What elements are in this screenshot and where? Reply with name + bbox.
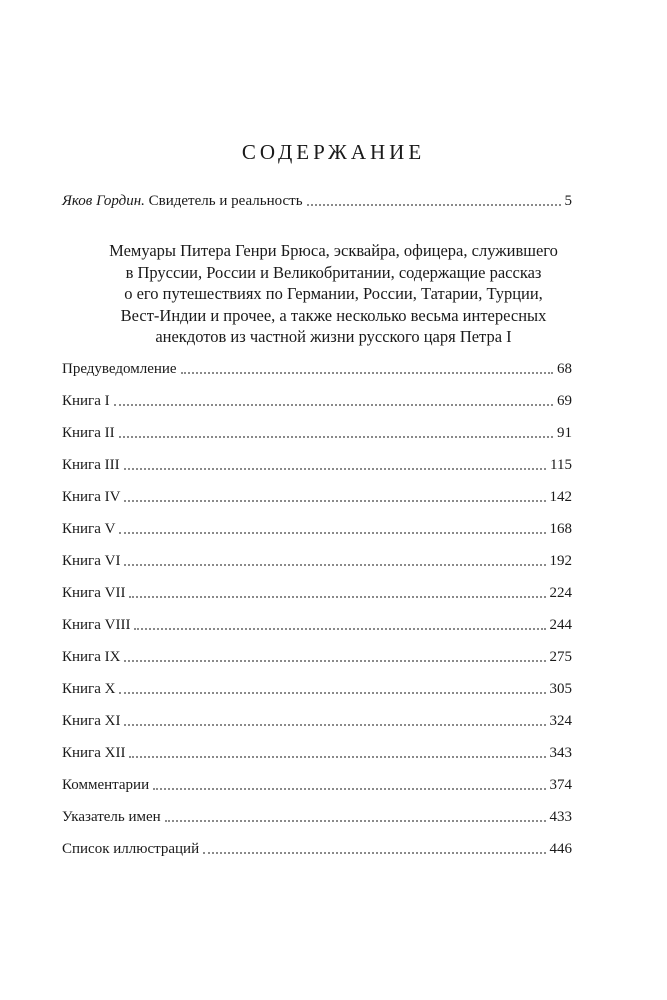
toc-entry[interactable] xyxy=(62,484,572,506)
toc-entry-label: Список иллюстраций xyxy=(62,841,200,857)
toc-entry-page: 69 xyxy=(557,393,572,409)
dot-leader xyxy=(203,852,545,854)
toc-entry-label: Книга VIII xyxy=(62,617,131,633)
toc-entry-page: 343 xyxy=(549,745,572,761)
toc-entry-label: Книга II xyxy=(62,425,115,441)
toc-entry-label xyxy=(62,192,303,210)
toc-entry[interactable] xyxy=(62,644,572,666)
toc-entry[interactable] xyxy=(62,740,572,762)
toc-entry[interactable] xyxy=(62,356,572,378)
toc-entry-label: Книга I xyxy=(62,393,110,409)
memoir-title-line: в Пруссии, России и Великобритании, содержащие рассказ xyxy=(125,262,542,282)
memoir-title-line: анекдотов из частной жизни русского царя Петра I xyxy=(155,327,512,346)
dot-leader xyxy=(119,532,545,534)
toc-entry-intro[interactable] xyxy=(62,188,572,210)
toc-entry-page: 91 xyxy=(557,425,572,441)
toc-entry-page: 5 xyxy=(564,193,572,209)
toc-entry-page: 142 xyxy=(549,489,572,505)
dot-leader xyxy=(124,660,545,662)
toc-entry[interactable] xyxy=(62,548,572,570)
dot-leader xyxy=(124,564,545,566)
toc-entry-label: Книга XII xyxy=(62,745,126,761)
toc-entry[interactable] xyxy=(62,708,572,730)
dot-leader xyxy=(129,596,545,598)
dot-leader xyxy=(129,756,545,758)
dot-leader xyxy=(134,628,545,630)
toc-entry-label: Книга V xyxy=(62,521,116,537)
toc-entry-label: Книга XI xyxy=(62,713,121,729)
toc-entry-page: 305 xyxy=(549,681,572,697)
toc-entry-page: 244 xyxy=(549,617,572,633)
toc-entry-page: 224 xyxy=(549,585,572,601)
toc-entry[interactable] xyxy=(62,804,572,826)
toc-entry[interactable] xyxy=(62,772,572,794)
dot-leader xyxy=(124,500,545,502)
toc-entry[interactable] xyxy=(62,836,572,858)
memoir-title xyxy=(40,240,627,348)
memoir-title-line: Вест-Индии и прочее, а также несколько весьма интересных xyxy=(120,305,547,325)
toc-entry-page: 374 xyxy=(549,777,572,793)
toc-entry[interactable] xyxy=(62,612,572,634)
toc-entry-label: Книга IX xyxy=(62,649,121,665)
toc-entry-label: Книга VII xyxy=(62,585,126,601)
dot-leader xyxy=(124,468,546,470)
memoir-title-line: о его путешествиях по Германии, России, Татарии, Турции, xyxy=(124,284,543,303)
toc-entry[interactable] xyxy=(62,516,572,538)
toc-entry[interactable] xyxy=(62,580,572,602)
toc-entry-label: Книга III xyxy=(62,457,120,473)
toc-entry[interactable] xyxy=(62,388,572,410)
toc-entry-label: Книга X xyxy=(62,681,116,697)
toc-entry-label: Книга IV xyxy=(62,489,121,505)
dot-leader xyxy=(181,372,553,374)
toc-entry-label: Предуведомление xyxy=(62,361,177,377)
dot-leader xyxy=(307,204,561,206)
intro-title: Свидетель и реальность xyxy=(144,193,303,209)
toc-entry[interactable] xyxy=(62,420,572,442)
toc-entry-page: 275 xyxy=(549,649,572,665)
page-title: СОДЕРЖАНИЕ xyxy=(241,140,426,164)
toc-entry-page: 433 xyxy=(549,809,572,825)
dot-leader xyxy=(153,788,545,790)
intro-author: Яков Гордин. xyxy=(62,193,145,209)
memoir-title-line: Мемуары Питера Генри Брюса, эсквайра, офицера, служившего xyxy=(109,241,558,260)
toc-entry-label: Комментарии xyxy=(62,777,150,793)
toc-entry[interactable] xyxy=(62,452,572,474)
dot-leader xyxy=(119,692,545,694)
dot-leader xyxy=(119,436,553,438)
toc-entry-page: 115 xyxy=(550,457,572,473)
dot-leader xyxy=(124,724,545,726)
toc-entry[interactable] xyxy=(62,676,572,698)
dot-leader xyxy=(165,820,546,822)
toc-entry-label: Указатель имен xyxy=(62,809,161,825)
toc-entry-page: 192 xyxy=(549,553,572,569)
dot-leader xyxy=(114,404,553,406)
toc-entry-page: 68 xyxy=(557,361,572,377)
toc-entry-page: 446 xyxy=(549,841,572,857)
toc-entry-page: 168 xyxy=(549,521,572,537)
toc-entry-label: Книга VI xyxy=(62,553,121,569)
toc-entry-page: 324 xyxy=(549,713,572,729)
